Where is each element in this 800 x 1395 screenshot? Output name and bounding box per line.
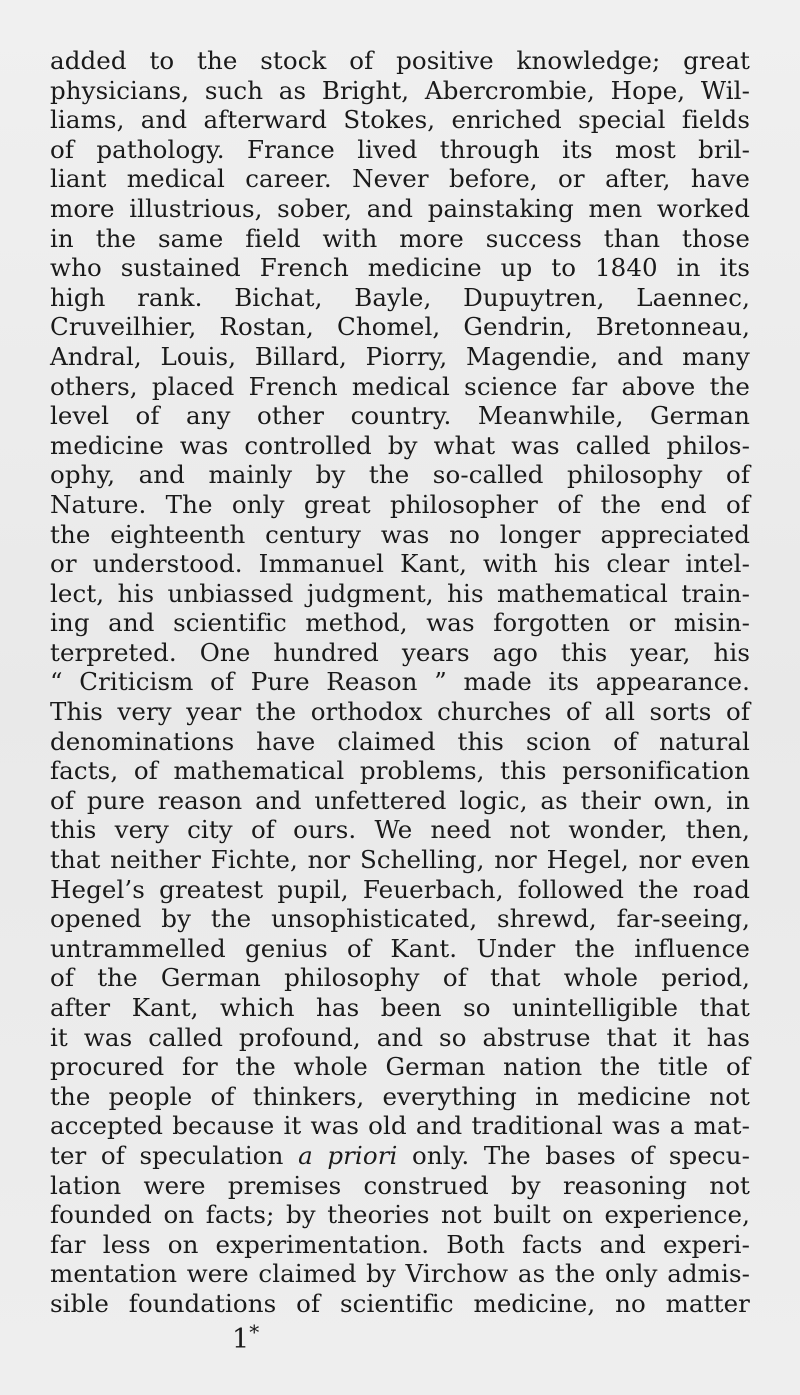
text-line: mentation were claimed by Virchow as the only admis- bbox=[50, 1259, 750, 1289]
text-line: procured for the whole German nation the title of bbox=[50, 1052, 750, 1082]
text-line: denominations have claimed this scion of natural bbox=[50, 726, 750, 756]
text-line: of pathology. France lived through its most bril- bbox=[50, 134, 750, 164]
text-line: physicians, such as Bright, Abercrombie, Hope, Wil- bbox=[50, 75, 750, 105]
italic-line-after: only. The bases of specu- bbox=[397, 1140, 751, 1170]
text-line: after Kant, which has been so unintelligible that bbox=[50, 993, 750, 1022]
text-line: far less on experimentation. Both facts and experi- bbox=[50, 1229, 750, 1259]
text-line: level of any other country. Meanwhile, German bbox=[50, 401, 750, 431]
text-line: in the same field with more success than those bbox=[50, 223, 750, 253]
signature-number: 1 bbox=[232, 1324, 250, 1355]
text-line: it was called profound, and so abstruse that it has bbox=[50, 1022, 750, 1052]
text-line: Andral, Louis, Billard, Piorry, Magendie, and many bbox=[50, 341, 750, 371]
text-line: opened by the unsophisticated, shrewd, far-seeing, bbox=[50, 904, 750, 934]
text-line: accepted because it was old and traditional was a mat- bbox=[50, 1111, 750, 1141]
text-line: the eighteenth century was no longer appreciated bbox=[50, 519, 750, 549]
signature-mark bbox=[232, 1316, 259, 1356]
text-line: lect, his unbiassed judgment, his mathematical train- bbox=[50, 578, 750, 608]
text-line: This very year the orthodox churches of all sorts of bbox=[50, 697, 750, 727]
text-line: liams, and afterward Stokes, enriched special fields bbox=[50, 105, 750, 135]
text-line: or understood. Immanuel Kant, with his clear intel- bbox=[50, 549, 750, 579]
italic-phrase: a priori bbox=[298, 1140, 398, 1170]
text-line: that neither Fichte, nor Schelling, nor Hegel, nor even bbox=[50, 845, 750, 875]
text-line: high rank. Bichat, Bayle, Dupuytren, Laennec, bbox=[50, 282, 750, 312]
text-line: ing and scientific method, was forgotten or misin- bbox=[50, 608, 750, 638]
text-line: Hegel’s greatest pupil, Feuerbach, followed the road bbox=[50, 874, 750, 904]
text-line: more illustrious, sober, and painstaking men worked bbox=[50, 193, 750, 223]
text-line: of pure reason and unfettered logic, as their own, in bbox=[50, 785, 750, 815]
text-line: lation were premises construed by reasoning not bbox=[50, 1170, 750, 1200]
text-line: others, placed French medical science far above the bbox=[50, 371, 750, 401]
text-line: terpreted. One hundred years ago this year, his bbox=[50, 637, 750, 667]
text-line: facts, of mathematical problems, this personification bbox=[50, 756, 750, 786]
text-line: sible foundations of scientific medicine, no matter bbox=[50, 1288, 750, 1318]
text-line: untrammelled genius of Kant. Under the influence bbox=[50, 933, 750, 963]
text-line: liant medical career. Never before, or after, have bbox=[50, 164, 750, 194]
text-line-with-italic bbox=[50, 1141, 750, 1171]
text-line: ophy, and mainly by the so-called philosophy of bbox=[50, 460, 750, 490]
text-line: Nature. The only great philosopher of the end of bbox=[50, 489, 750, 519]
text-line: this very city of ours. We need not wonder, then, bbox=[50, 815, 750, 845]
body-text bbox=[50, 46, 750, 1319]
text-line: the people of thinkers, everything in medicine not bbox=[50, 1081, 750, 1111]
italic-line-before: ter of speculation bbox=[50, 1140, 299, 1170]
text-line: who sustained French medicine up to 1840 in its bbox=[50, 253, 750, 283]
text-line: medicine was controlled by what was called philos- bbox=[50, 430, 750, 460]
text-line: of the German philosophy of that whole period, bbox=[50, 963, 750, 993]
text-line: added to the stock of positive knowledge; great bbox=[50, 46, 750, 75]
text-line: founded on facts; by theories not built on experience, bbox=[50, 1200, 750, 1230]
signature-star: * bbox=[249, 1320, 260, 1344]
text-line: Cruveilhier, Rostan, Chomel, Gendrin, Bretonneau, bbox=[50, 312, 750, 342]
text-line: “ Criticism of Pure Reason ” made its appearance. bbox=[50, 667, 750, 697]
